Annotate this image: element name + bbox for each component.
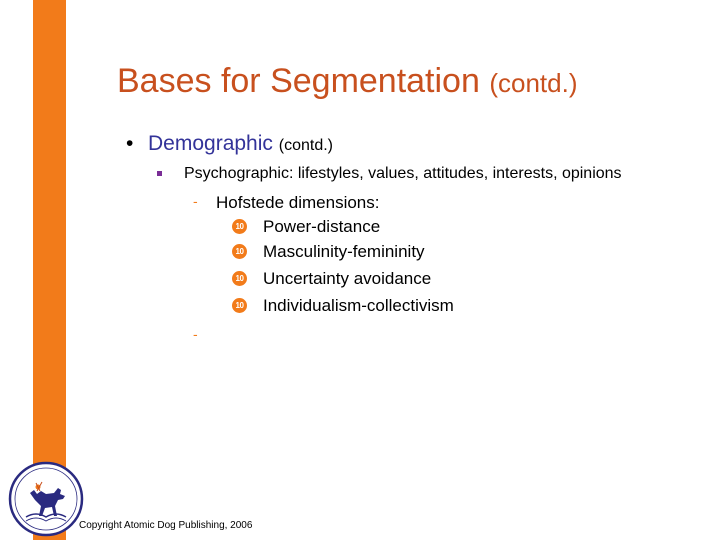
- psychographic-text: Psychographic: lifestyles, values, attitudes, interests, opinions: [184, 165, 622, 182]
- hofstede-text: Hofstede dimensions:: [216, 193, 380, 212]
- dash-bullet-icon: -: [193, 193, 198, 209]
- copyright-text: Copyright Atomic Dog Publishing, 2006: [79, 520, 253, 531]
- dash-bullet-icon: -: [193, 326, 198, 342]
- hofstede-dimension-text: Masculinity-femininity: [263, 242, 425, 261]
- hofstede-dimension-text: Power-distance: [263, 217, 381, 236]
- round-bullet-icon: •: [126, 132, 134, 155]
- atomic-dog-logo-icon: [8, 461, 84, 537]
- numbered-circle-bullet-icon: 10: [232, 298, 247, 313]
- hofstede-dimension-text: Uncertainty avoidance: [263, 269, 432, 288]
- square-bullet-icon: [157, 171, 162, 176]
- bullet-level1-text: [148, 132, 333, 156]
- numbered-circle-bullet-icon: 10: [232, 219, 247, 234]
- demographic-suffix: (contd.): [278, 137, 333, 154]
- numbered-circle-bullet-icon: 10: [232, 271, 247, 286]
- demographic-label: Demographic: [148, 132, 273, 155]
- hofstede-dimension-text: Individualism-collectivism: [263, 296, 454, 315]
- numbered-circle-bullet-icon: 10: [232, 244, 247, 259]
- slide-title: [117, 62, 578, 101]
- orange-side-bar: [33, 0, 66, 540]
- title-suffix: (contd.): [489, 68, 578, 98]
- title-main: Bases for Segmentation: [117, 62, 480, 100]
